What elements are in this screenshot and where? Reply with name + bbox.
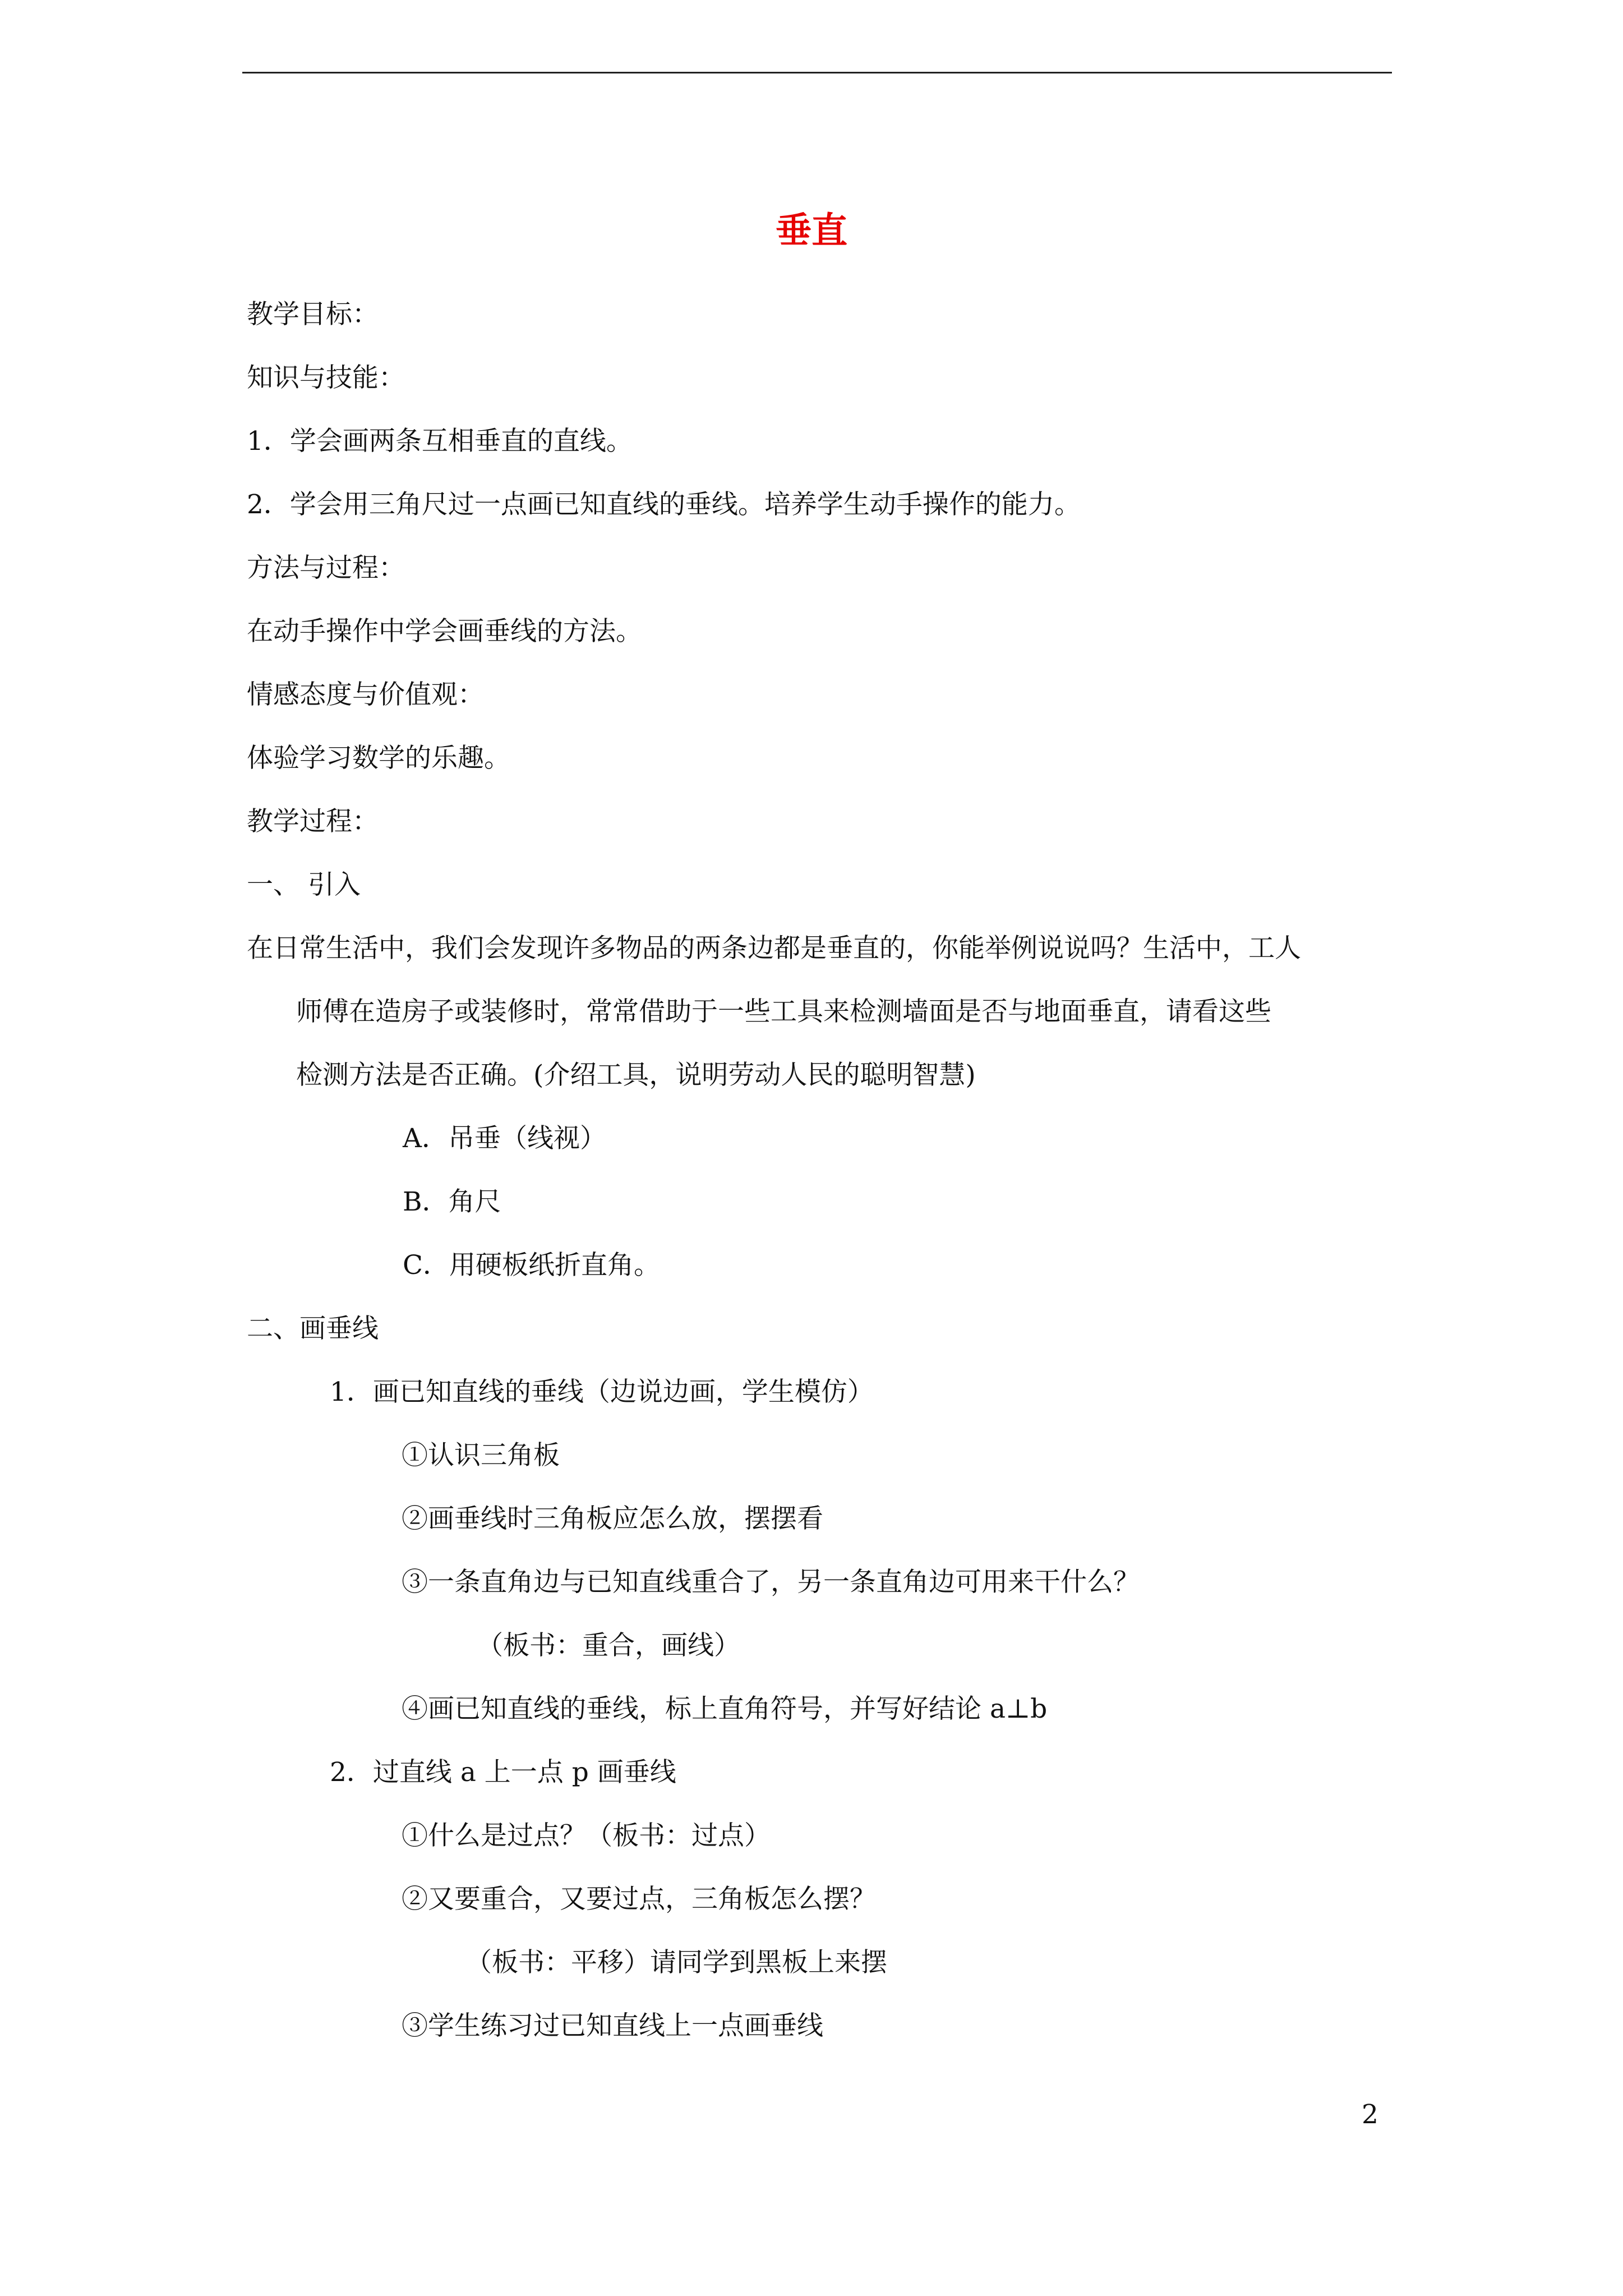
text-line: 教学过程： [247, 806, 379, 837]
list-item: ①什么是过点？（板书：过点） [402, 1820, 771, 1851]
text-line: 教学目标： [247, 299, 379, 330]
list-item: ③一条直角边与已知直线重合了，另一条直角边可用来干什么？ [402, 1567, 1140, 1598]
text-line: （板书：重合，画线） [477, 1630, 740, 1661]
text-line: 2．过直线 a 上一点 p 画垂线 [330, 1757, 676, 1788]
document-title: 垂直 [776, 210, 847, 252]
list-item: C．用硬板纸折直角。 [403, 1250, 660, 1281]
list-item: ④画已知直线的垂线，标上直角符号，并写好结论 a⊥b [402, 1694, 1048, 1724]
text-line: 1．画已知直线的垂线（边说边画，学生模仿） [330, 1377, 874, 1407]
list-item: ①认识三角板 [402, 1440, 560, 1471]
section-heading: 二、画垂线 [247, 1313, 379, 1344]
text-line: 知识与技能： [247, 362, 405, 393]
header-rule [242, 72, 1392, 73]
list-item: ③学生练习过已知直线上一点画垂线 [402, 2010, 823, 2041]
text-line: 体验学习数学的乐趣。 [247, 743, 510, 774]
text-line: 2．学会用三角尺过一点画已知直线的垂线。培养学生动手操作的能力。 [247, 489, 1081, 520]
text-line: （板书：平移）请同学到黑板上来摆 [465, 1947, 887, 1978]
list-item: B．角尺 [403, 1186, 501, 1217]
page-number: 2 [1362, 2099, 1378, 2130]
text-line: 在动手操作中学会画垂线的方法。 [247, 616, 642, 647]
text-line: 情感态度与价值观： [247, 679, 484, 710]
text-line: 在日常生活中，我们会发现许多物品的两条边都是垂直的，你能举例说说吗？生活中，工人 [247, 933, 1301, 964]
text-line: 师傅在造房子或装修时，常常借助于一些工具来检测墙面是否与地面垂直，请看这些 [296, 996, 1271, 1027]
text-line: 方法与过程： [247, 553, 405, 583]
list-item: A．吊垂（线视） [403, 1123, 606, 1154]
text-line: 1．学会画两条互相垂直的直线。 [247, 426, 633, 457]
text-line: 检测方法是否正确。(介绍工具，说明劳动人民的聪明智慧) [296, 1060, 976, 1091]
list-item: ②又要重合，又要过点，三角板怎么摆？ [402, 1884, 876, 1915]
list-item: ②画垂线时三角板应怎么放，摆摆看 [402, 1503, 823, 1534]
section-heading: 一、 引入 [247, 869, 361, 900]
